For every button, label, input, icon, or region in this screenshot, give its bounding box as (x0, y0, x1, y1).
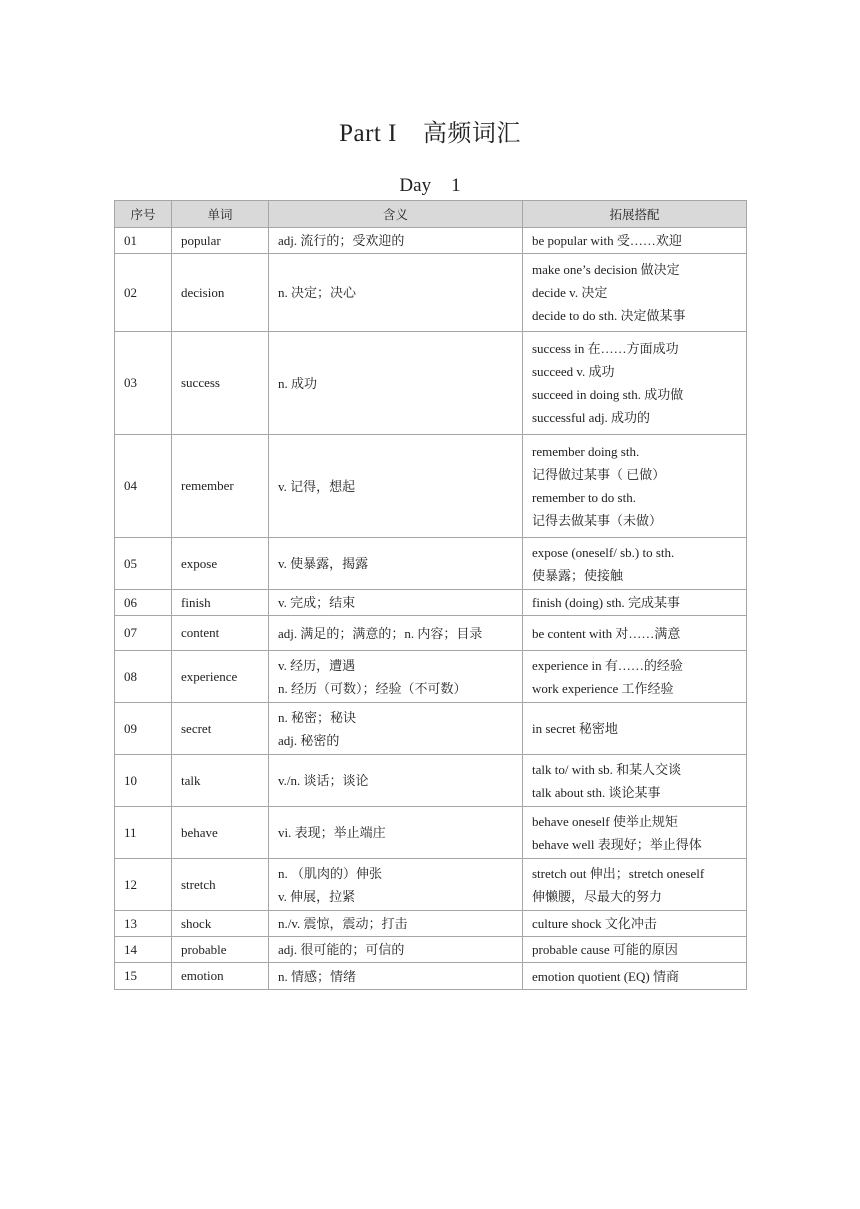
cell-word: stretch (172, 859, 269, 911)
cell-meaning (269, 807, 523, 859)
meaning-line: adj. 满足的；满意的；n. 内容；目录 (278, 625, 483, 641)
day-number: 1 (451, 175, 461, 196)
cell-word: experience (172, 651, 269, 703)
cell-word: content (172, 616, 269, 651)
cell-meaning (269, 228, 523, 254)
expansion-line: successful adj. 成功的 (532, 410, 651, 425)
meaning-line: n. 情感；情绪 (278, 968, 357, 984)
header-meaning: 含义 (269, 201, 523, 228)
table-row (115, 651, 747, 703)
expansion-line: 记得去做某事（未做） (532, 513, 663, 528)
cell-meaning (269, 538, 523, 590)
cell-number: 06 (115, 590, 172, 616)
day-subtitle (0, 175, 860, 197)
table-row (115, 538, 747, 590)
cell-word: expose (172, 538, 269, 590)
cell-meaning (269, 254, 523, 332)
table-header-row (115, 201, 747, 228)
cell-word: decision (172, 254, 269, 332)
table-row (115, 435, 747, 538)
meaning-line: adj. 流行的；受欢迎的 (278, 233, 405, 248)
table-row (115, 228, 747, 254)
expansion-line: be popular with 受……欢迎 (532, 233, 682, 248)
expansion-line: success in 在……方面成功 (532, 341, 679, 356)
table-row (115, 807, 747, 859)
cell-expansion (523, 703, 747, 755)
cell-meaning (269, 590, 523, 616)
cell-number: 15 (115, 963, 172, 990)
cell-expansion (523, 435, 747, 538)
expansion-line: stretch out 伸出；stretch oneself (532, 865, 705, 881)
cell-expansion (523, 651, 747, 703)
expansion-line: talk about sth. 谈论某事 (532, 784, 661, 800)
expansion-line: succeed in doing sth. 成功做 (532, 387, 684, 402)
cell-meaning (269, 963, 523, 990)
header-word: 单词 (172, 201, 269, 228)
expansion-line: succeed v. 成功 (532, 364, 615, 379)
cell-meaning (269, 435, 523, 538)
meaning-line: adj. 很可能的；可信的 (278, 942, 405, 957)
cell-word: emotion (172, 963, 269, 990)
cell-expansion (523, 963, 747, 990)
vocabulary-table (114, 200, 747, 990)
expansion-line: probable cause 可能的原因 (532, 942, 678, 957)
cell-number: 03 (115, 332, 172, 435)
cell-meaning (269, 755, 523, 807)
meaning-line: n. 秘密；秘诀 (278, 709, 357, 725)
expansion-line: finish (doing) sth. 完成某事 (532, 595, 681, 610)
expansion-line: remember doing sth. (532, 444, 640, 459)
day-label: Day (399, 175, 432, 196)
meaning-line: v. 完成；结束 (278, 595, 356, 610)
cell-word: talk (172, 755, 269, 807)
cell-word: probable (172, 937, 269, 963)
cell-meaning (269, 651, 523, 703)
cell-number: 08 (115, 651, 172, 703)
header-expansion: 拓展搭配 (523, 201, 747, 228)
cell-number: 05 (115, 538, 172, 590)
meaning-line: n./v. 震惊，震动；打击 (278, 916, 408, 931)
expansion-line: work experience 工作经验 (532, 680, 674, 696)
meaning-line: v. 经历，遭遇 (278, 657, 356, 673)
table-row (115, 911, 747, 937)
table-row (115, 590, 747, 616)
expansion-line: experience in 有……的经验 (532, 657, 683, 673)
expansion-line: talk to/ with sb. 和某人交谈 (532, 761, 682, 777)
meaning-line: v. 记得，想起 (278, 478, 356, 494)
expansion-line: emotion quotient (EQ) 情商 (532, 968, 679, 984)
cell-meaning (269, 332, 523, 435)
cell-number: 09 (115, 703, 172, 755)
cell-number: 02 (115, 254, 172, 332)
expansion-line: behave oneself 使举止规矩 (532, 813, 678, 829)
meaning-line: adj. 秘密的 (278, 732, 340, 748)
expansion-line: remember to do sth. (532, 490, 636, 505)
table-row (115, 332, 747, 435)
header-number: 序号 (115, 201, 172, 228)
cell-expansion (523, 755, 747, 807)
cell-meaning (269, 911, 523, 937)
table-row (115, 937, 747, 963)
cell-meaning (269, 703, 523, 755)
cell-meaning (269, 616, 523, 651)
cell-word: remember (172, 435, 269, 538)
table-row (115, 616, 747, 651)
table-body (115, 228, 747, 990)
expansion-line: culture shock 文化冲击 (532, 916, 657, 931)
expansion-line: decide to do sth. 决定做某事 (532, 308, 686, 323)
meaning-line: v./n. 谈话；谈论 (278, 773, 369, 788)
meaning-line: n. 经历（可数）；经验（不可数） (278, 680, 467, 696)
expansion-line: 记得做过某事（ 已做） (532, 467, 666, 482)
cell-word: behave (172, 807, 269, 859)
cell-expansion (523, 937, 747, 963)
cell-number: 12 (115, 859, 172, 911)
expansion-line: 伸懒腰，尽最大的努力 (532, 888, 663, 904)
expansion-line: in secret 秘密地 (532, 721, 618, 736)
table-row (115, 254, 747, 332)
expansion-line: expose (oneself/ sb.) to sth. (532, 544, 675, 560)
meaning-line: v. 伸展，拉紧 (278, 888, 356, 904)
expansion-line: be content with 对……满意 (532, 625, 681, 641)
cell-number: 10 (115, 755, 172, 807)
cell-word: popular (172, 228, 269, 254)
cell-number: 04 (115, 435, 172, 538)
meaning-line: v. 使暴露，揭露 (278, 556, 369, 571)
cell-meaning (269, 937, 523, 963)
expansion-line: make one’s decision 做决定 (532, 262, 680, 277)
cell-expansion (523, 254, 747, 332)
expansion-line: 使暴露；使接触 (532, 567, 624, 583)
meaning-line: n. 成功 (278, 375, 318, 391)
cell-number: 11 (115, 807, 172, 859)
cell-number: 13 (115, 911, 172, 937)
table-row (115, 859, 747, 911)
table-row (115, 703, 747, 755)
cell-expansion (523, 538, 747, 590)
table-row (115, 963, 747, 990)
cell-expansion (523, 332, 747, 435)
cell-word: secret (172, 703, 269, 755)
cell-expansion (523, 859, 747, 911)
cell-expansion (523, 616, 747, 651)
cell-expansion (523, 228, 747, 254)
meaning-line: vi. 表现；举止端庄 (278, 825, 386, 840)
cell-word: shock (172, 911, 269, 937)
cell-expansion (523, 911, 747, 937)
cell-expansion (523, 590, 747, 616)
meaning-line: n. 决定；决心 (278, 285, 357, 300)
cell-word: finish (172, 590, 269, 616)
cell-word: success (172, 332, 269, 435)
expansion-line: behave well 表现好；举止得体 (532, 836, 702, 852)
cell-number: 14 (115, 937, 172, 963)
expansion-line: decide v. 决定 (532, 285, 608, 300)
meaning-line: n. （肌肉的）伸张 (278, 865, 383, 881)
cell-number: 01 (115, 228, 172, 254)
title-part: Part I (339, 120, 397, 147)
cell-number: 07 (115, 616, 172, 651)
page-title (0, 113, 860, 148)
title-chinese: 高频词汇 (422, 119, 521, 147)
table-row (115, 755, 747, 807)
cell-expansion (523, 807, 747, 859)
cell-meaning (269, 859, 523, 911)
